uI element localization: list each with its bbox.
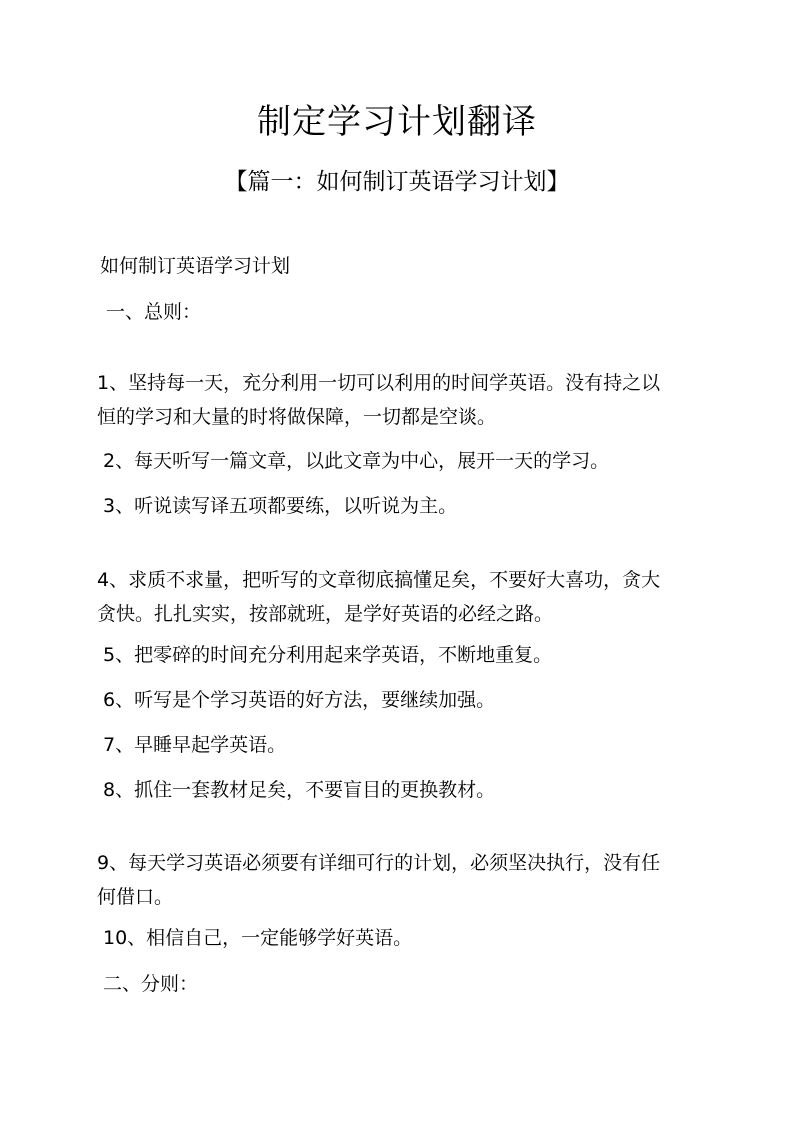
list-item-10: 10、相信自己，一定能够学好英语。 (103, 927, 413, 949)
section-detail-heading: 二、分则： (103, 973, 199, 995)
list-item-7: 7、早睡早起学英语。 (103, 734, 287, 756)
document-title: 制定学习计划翻译 (257, 102, 537, 142)
list-item-4-line-2: 贪快。扎扎实实，按部就班，是学好英语的必经之路。 (97, 603, 554, 625)
list-item-6: 6、听写是个学习英语的好方法，要继续加强。 (103, 689, 496, 711)
list-item-9-line-1: 9、每天学习英语必须要有详细可行的计划，必须坚决执行，没有任 (97, 852, 661, 874)
list-item-2: 2、每天听写一篇文章，以此文章为中心，展开一天的学习。 (103, 450, 610, 472)
list-item-5: 5、把零碎的时间充分利用起来学英语，不断地重复。 (103, 644, 553, 666)
document-subtitle: 【篇一：如何制订英语学习计划】 (224, 169, 570, 195)
list-item-8: 8、抓住一套教材足矣，不要盲目的更换教材。 (103, 779, 496, 801)
list-item-1-line-1: 1、坚持每一天，充分利用一切可以利用的时间学英语。没有持之以 (97, 372, 661, 394)
list-item-4-line-1: 4、求质不求量，把听写的文章彻底搞懂足矣，不要好大喜功，贪大 (97, 569, 661, 591)
list-item-1-line-2: 恒的学习和大量的时将做保障，一切都是空谈。 (97, 406, 497, 428)
list-item-9-line-2: 何借口。 (97, 886, 174, 908)
list-item-1 (97, 366, 702, 434)
section-general-heading: 一、总则： (106, 301, 202, 323)
section-heading: 如何制订英语学习计划 (100, 255, 291, 277)
list-item-3: 3、听说读写译五项都要练，以听说为主。 (103, 495, 458, 517)
list-item-9 (97, 846, 702, 914)
list-item-4 (97, 563, 702, 631)
